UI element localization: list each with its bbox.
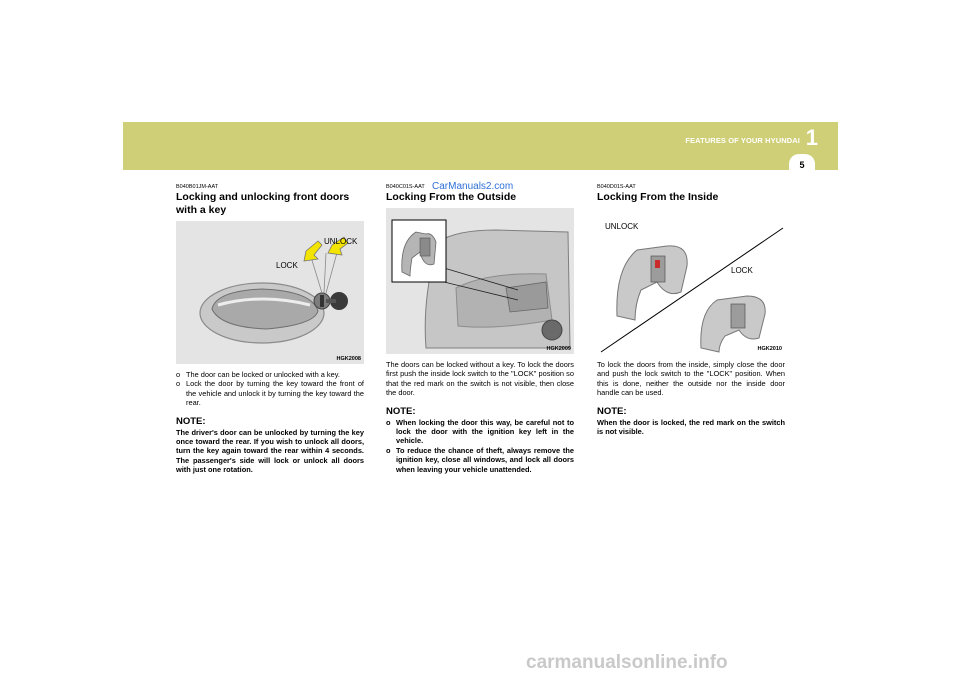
body-text: To lock the doors from the inside, simply close the door and push the lock switch to the "LOCK" position. When this is done, neither the outside nor the inside door handle can be used. [597,360,785,398]
section-heading: Locking From the Inside [597,191,719,203]
list-item: o To reduce the chance of theft, always remove the ignition key, close all windows, and lock all doors when leaving your vehicle unattended. [386,445,574,474]
note-text: When the door is locked, the red mark on the switch is not visible. [597,417,785,437]
page-number: 5 [799,160,805,170]
figure-label-lock: LOCK [731,266,753,275]
figure-inside-lock [597,208,785,354]
section-heading: Locking and unlocking front doors with a key [176,191,350,216]
section-heading: Locking From the Outside [386,191,517,203]
section-code: B040C01S-AAT [386,184,425,190]
list-item: o When locking the door this way, be careful not to lock the door with the ignition key left in the vehicle. [386,417,574,446]
list-item: o Lock the door by turning the key toward the front of the vehicle and unlock it by turning the key toward the rear. [176,379,364,408]
figure-code: HGK2008 [336,356,361,362]
chapter-number: 1 [805,125,818,150]
figure-label-lock: LOCK [276,261,298,270]
section-title: FEATURES OF YOUR HYUNDAI [685,136,800,145]
note-title: NOTE: [386,405,416,417]
watermark-link[interactable]: CarManuals2.com [432,181,514,192]
figure-code: HGK2009 [546,346,571,352]
figure-code: HGK2010 [757,346,782,352]
figure-door-key-lock [176,221,364,364]
header-band [123,122,838,170]
figure-label-unlock: UNLOCK [324,237,358,246]
body-text: The doors can be locked without a key. To lock the doors first push the inside lock switch to the "LOCK" position so that the red mark on the switch is not visible, then close the door. [386,360,574,398]
column-key-locking [176,184,364,475]
door-panel-illustration [386,208,574,354]
note-title: NOTE: [176,415,206,427]
section-code: B040B01JM-AAT [176,184,219,190]
section-code: B040D01S-AAT [597,184,636,190]
figure-label-unlock: UNLOCK [605,222,639,231]
figure-door-panel [386,208,574,354]
column-lock-inside [597,184,785,436]
column-lock-outside [386,184,574,474]
note-title: NOTE: [597,405,627,417]
note-text: The driver's door can be unlocked by turning the key once toward the rear. If you wish to unlock all doors, turn the key again toward the rear within 4 seconds. The passenger's side will lock or unlock all doors with just one rotation. [176,427,364,475]
watermark-footer: carmanualsonline.info [526,652,728,673]
list-item: o The door can be locked or unlocked with a key. [176,370,340,379]
